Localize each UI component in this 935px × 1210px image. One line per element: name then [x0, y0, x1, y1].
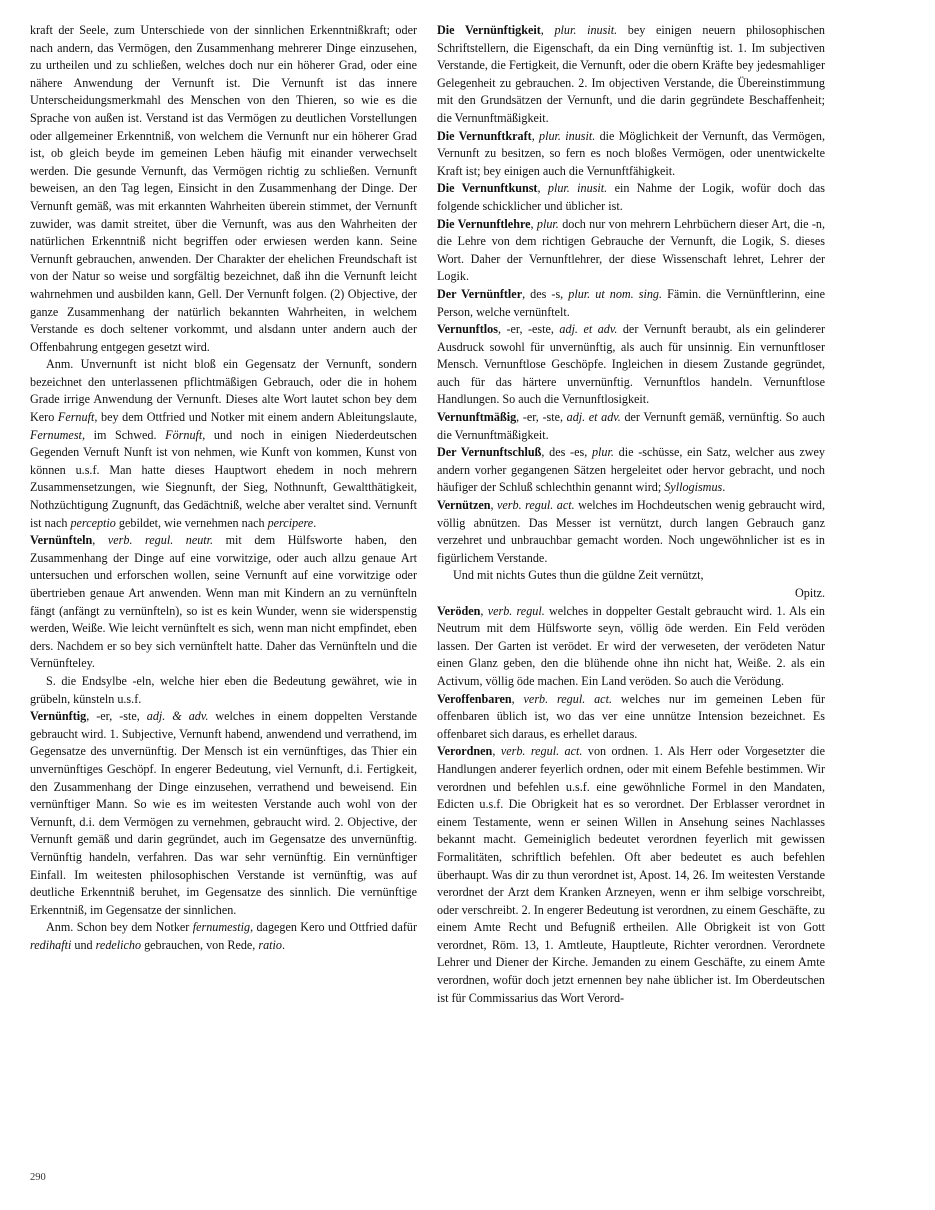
entry-der-vernunftschluss: [437, 444, 825, 497]
text-run: , im Schwed.: [81, 427, 166, 442]
italic-text: plur.: [591, 445, 614, 460]
paragraph: [30, 673, 417, 708]
entry-vernuenfteln: [30, 532, 417, 673]
left-column: [30, 22, 417, 1168]
italic-text: plur. inusit.: [539, 128, 596, 143]
text-run: mit dem Hülfsworte haben, den Zusammenhang der Dinge auf eine vorwitzige, oder auch allzu genaue Art untersuchen und erforschen wollen, seine Vernunft auf eine vorwitzige oder übertrieben genaue Art anwenden. Wenn man mit Kindern an zu vernünfteln fängt (anfängt zu vernünfteln), so ist es kein Wunder, wenn sie widerspenstig werden, Weiße. Wie leicht vernünftelt es sich, wenn man nicht empfindet, eben ders. Nachdem er so bey sich vernünftelt hatte. Daher das Vernünfteln und die Vernünfteley.: [30, 533, 417, 671]
headword: Vernützen: [437, 498, 491, 513]
headword: Vernunftlos: [437, 322, 498, 337]
paragraph: [437, 567, 825, 585]
text-run: , dagegen Kero und Ottfried dafür: [250, 920, 417, 935]
italic-text: verb. regul.: [487, 603, 545, 618]
text-run: ,: [492, 744, 501, 759]
italic-text: Förnuft: [165, 427, 203, 442]
italic-text: Fernumest: [30, 427, 82, 442]
entry-vernunftmaessig: [437, 409, 825, 444]
entry-veroeden: [437, 603, 825, 691]
text-run: ,: [480, 603, 488, 618]
entry-die-vernunftkunst: [437, 180, 825, 215]
text-run: Anm. Unvernunft ist nicht bloß ein Gegensatz der Vernunft, sondern bezeichnet den unterlassenen pflichtmäßigen Gebrauch, oder die in hohem Grade irrige Anwendung der Vernunft. Dieses alte Wort lautet schon bey dem Kero: [30, 357, 417, 425]
entry-die-vernunftkraft: [437, 128, 825, 181]
text-run: , -er, -ste,: [86, 709, 147, 724]
italic-text: plur. inusit.: [554, 23, 618, 37]
text-run: gebrauchen, von Rede,: [141, 937, 259, 952]
text-run: die Möglichkeit der Vernunft, das Vermögen, Vernunft zu besitzen, so fern es noch bloßes Vermögen, oder unentwickelte Kraft ist; bey einigen auch die Vernunftfähigkeit.: [437, 128, 825, 178]
text-run: S. die Endsylbe -eln, welche hier eben die Bedeutung gewähret, wie in grübeln, künsteln u.s.f.: [30, 673, 417, 706]
text-run: .: [282, 937, 286, 952]
paragraph: [30, 919, 417, 954]
text-run: welches in einem doppelten Verstande gebraucht wird. 1. Subjective, Vernunft habend, anwendend und verrathend, im Gegensatze des unvernünftig. Der Mensch ist ein vernünftiges, das Thier ein unvernünftiges Geschöpf. In engerer Bedeutung, viel Vernunft, d.i. Fertigkeit, den Zusammenhang der Dinge einzusehen, verrathend und beweisend. Ein vernünftiger Mann. So wie es im weitesten Verstande auch wohl von der Vernunft, d.i. dem Vermögen zu vernehmen, gebraucht wird. 2. Objective, der Vernunft gemäß und darin gegründet, auch im Gegensatze des unvernünftig. Vernünftig handeln, verfahren. Das war sehr vernünftig. Ein vernünftiger Einfall. Im weitesten philosophischen Verstande ist vernünftig, was auf deutliche Erkenntniß beruhet, im Gegensatze des sinnlich. Die vernünftige Erkenntniß, im Gegensatze der sinnlichen.: [30, 709, 417, 917]
headword: Vernunftmäßig: [437, 410, 517, 425]
text-run: , und noch in einigen Niederdeutschen Gegenden Vernuft Nunft ist von nehmen, wie Kunft von kommen, Kunst von können u.s.f. Man hatte dieses Hauptwort ehedem in noch mehrern Zusammensetzungen, wie Siegnunft, der Sieg, Nothnunft, Gewaltthätigkeit, Nothzüchtigung Zugnunft, das Gedächtniß, welche aber veraltet sind. Vernunft ist nach: [30, 427, 417, 530]
entry-vernunftlos: [437, 321, 825, 409]
headword: Veroffenbaren: [437, 691, 512, 706]
page-number: 290: [30, 1172, 46, 1183]
entry-die-vernunftlehre: [437, 216, 825, 286]
text-run: , -er, -este,: [497, 322, 560, 337]
headword: Die Vernunftlehre: [437, 216, 531, 231]
text-run: und: [71, 937, 96, 952]
text-run: ,: [531, 128, 540, 143]
headword: Die Vernunftkraft: [437, 128, 532, 143]
text-run: der Vernunft gemäß, vernünftig. So auch die Vernunftmäßigkeit.: [437, 410, 825, 442]
text-run: Opitz.: [794, 586, 825, 600]
paragraph: [30, 356, 417, 532]
text-run: Anm. Schon bey dem Notker: [46, 920, 193, 935]
text-run: kraft der Seele, zum Unterschiede von der sinnlichen Erkenntnißkraft; oder nach andern, das Vermögen, den Zusammenhang mehrerer Dinge einzusehen, zu urtheilen und zu schließen, welches doch nur ein höherer Grad, oder eine nähere Anwendung der Vernunft ist. Die Vernunft ist das innere Unterscheidungsmerkmahl des Menschen von den Thieren, so wie es die Sprache von außen ist. Verstand ist das Vermögen zu deutlichen Vorstellungen oder allgemeiner Erkenntniß, von welchem die Vernunft nur ein höherer Grad ist, ob gleich beyde im gemeinen Leben häufig mit einander verwechselt werden. Die gesunde Vernunft, das Vermögen richtig zu schließen. Vernunft beweisen, an den Tag legen, Einsicht in den Zusammenhang der Dinge. Der Vernunft gemäß, was mit erkannten Wahrheiten überein stimmet, der Vernunft zuwider, was damit streitet, über die Vernunft, was aus den Wahrheiten der natürlichen Erkenntniß nicht begriffen oder erwiesen werden kann. Seine Vernunft gebrauchen, anwenden. Der Charakter der ehelichen Freundschaft ist von der Natur so weise und sorgfältig bezeichnet, daß ihn die Vernunft leicht wahrnehmen und ausbilden kann, Gell. Der Vernunft folgen. (2) Objective, der ganze Zusammenhang der natürlich bekannten Wahrheiten, in welchem Verstande es doch seltener vorkommt, und alsdann unter andern auch der Offenbahrung entgegen gesetzt wird.: [30, 23, 417, 354]
text-run: ,: [530, 216, 537, 231]
text-run: ein Nahme der Logik, wofür doch das folgende schicklicher und üblicher ist.: [437, 181, 825, 213]
text-run: doch nur von mehrern Lehrbüchern dieser Art, die -n, die Lehre von dem richtigen Gebrauche der Vernunft, die Logik, S. dieses Wort. Daher der Vernunftlehrer, der diese Wissenschaft lehret, Lehrer der Logik.: [437, 216, 825, 284]
italic-text: Syllogismus: [664, 480, 723, 495]
italic-text: adj. et adv.: [559, 322, 618, 337]
entry-vernuetzen: [437, 497, 825, 567]
text-run: welches im Hochdeutschen wenig gebraucht wird, völlig abnützen. Das Messer ist vernützt, durch langen Gebrauch ganz verzehret und unbrauchbar gemacht worden. Noch ungewöhnlicher ist es in figürlichem Verstande.: [437, 498, 825, 565]
headword: Der Vernünftler: [437, 286, 523, 301]
text-run: von ordnen. 1. Als Herr oder Vorgesetzter die Handlungen anderer feyerlich ordnen, oder mit einem Befehle bestimmen. Wir verordnen und befehlen u.s.f. eine gewöhnliche Formel in den Mandaten, Edicten u.s.f. Die Obrigkeit hat es so verordnet. Der Erblasser verordnet in einem Testamente, wenn er seinen Willen in Ansehung seines Nachlasses bekannt macht. Gemeiniglich bedeutet verordnen feyerlich mit gewissen Formalitäten, schriftlich befehlen. Oft aber bedeutet es auch befehlen überhaupt. Was dir zu thun verordnet ist, Apost. 14, 26. Im weitesten Verstande verordnet der Arzt dem Kranken Arzneyen, wenn er ihm selbige vorschreibt, oder verschreibt. 2. In engerer Bedeutung ist verordnen, zu einem Geschäfte, zu einem Amte Recht und Befugniß ertheilen. Alle Obrigkeit ist von Gott verordnet, Röm. 13, 1. Amtleute, Hauptleute, Richter verordnen. Verordnete Lehrer und Diener der Kirche. Jemanden zu einem Geschäfte, zu einem Amte verordnen, wofür doch jetzt ernennen bey nahe üblicher ist. Im Oberdeutschen ist für Commissarius das Wort Verord-: [437, 744, 825, 1005]
entry-die-vernuenftigkeit: [437, 22, 825, 128]
headword: Die Vernünftigkeit: [437, 23, 541, 37]
italic-text: adj. et adv.: [566, 410, 621, 425]
italic-text: verb. regul. neutr.: [107, 533, 214, 548]
paragraph: [30, 22, 417, 356]
italic-text: fernumestig: [192, 920, 251, 935]
italic-text: ratio: [258, 937, 283, 952]
italic-text: plur. inusit.: [547, 181, 608, 196]
text-run: , bey dem Ottfried und Notker mit einem andern Ableitungslaute,: [94, 410, 417, 425]
italic-text: plur.: [536, 216, 559, 231]
italic-text: verb. regul. act.: [523, 691, 612, 706]
headword: Vernünftig: [30, 709, 87, 724]
text-run: ,: [537, 181, 548, 196]
text-run: , des -s,: [522, 286, 569, 301]
text-run: , des -es,: [541, 445, 592, 460]
text-run: , -er, -ste,: [516, 410, 567, 425]
italic-text: plur. ut nom. sing.: [568, 286, 663, 301]
headword: Vernünfteln: [30, 533, 93, 548]
headword: Verordnen: [437, 744, 493, 759]
text-run: ,: [490, 498, 498, 513]
italic-text: redihafti: [30, 937, 72, 952]
entry-vernuenftig: [30, 708, 417, 919]
italic-text: perceptio: [70, 515, 116, 530]
text-run: ,: [540, 23, 555, 37]
entry-veroffenbaren: [437, 691, 825, 744]
entry-verordnen: [437, 743, 825, 1007]
headword: Veröden: [437, 603, 481, 618]
text-run: welches in doppelter Gestalt gebraucht wird. 1. Als ein Neutrum mit dem Hülfsworte seyn, völlig öde werden. Ein Feld veröden lassen. Der Garten ist verödet. Er wird der verweseten, der verödeten Natur einen Glanz geben, den die blühende ohne ihn nicht hat, Weiße. 2. als ein Activum, völlig öde machen. Ein Land veröden. So auch die Verödung.: [437, 603, 825, 688]
headword: Die Vernunftkunst: [437, 181, 538, 196]
text-run: Fämin. die Vernünftlerinn, eine Person, welche vernünftelt.: [437, 286, 825, 319]
text-run: ,: [511, 691, 524, 706]
quote-attribution: [437, 585, 825, 603]
text-run: .: [722, 480, 726, 495]
entry-der-vernuenftler: [437, 286, 825, 321]
text-run: Und mit nichts Gutes thun die güldne Zeit vernützt,: [453, 568, 704, 583]
italic-text: adj. & adv.: [146, 709, 209, 724]
italic-text: redelicho: [95, 937, 142, 952]
text-run: der Vernunft beraubt, als ein gelinderer Ausdruck sowohl für unvernünftig, als auch für unsinnig. Ein vernunftloser Mensch. Vernunftlose Geschöpfe. Ingleichen in diesem Zustande gegründet, auch für das härtere unvernünftig. Vernunftlos handeln. Vernunftlose Handlungen. So auch die Vernunftlosigkeit.: [437, 322, 825, 407]
text-run: die -schüsse, ein Satz, welcher aus zwey andern vorher gegangenen Sätzen hergeleitet oder hervor gebracht, und noch häufiger der Schluß schlechthin genannt wird;: [437, 445, 825, 495]
text-run: gebildet, wie vernehmen nach: [115, 515, 268, 530]
italic-text: verb. regul. act.: [497, 498, 575, 513]
text-run: bey einigen neuern philosophischen Schriftstellern, die Eigenschaft, da ein Ding vernünftig ist. 1. Im subjectiven Verstande, die Fertigkeit, die Vernunft, oder die obern Kräfte bey jedesmahliger Gelegenheit zu gebrauchen. 2. Im objectiven Verstande, die Übereinstimmung mit den Grundsätzen der Vernunft, und die darin gegründete Beschaffenheit; die Vernunftmäßigkeit.: [437, 23, 825, 125]
text-run: .: [313, 515, 317, 530]
text-run: welches nur im gemeinen Leben für offenbaren üblich ist, wo das ver eine unnütze Intension bezeichnet. Es offenbaret sich daraus, es erhellet daraus.: [437, 691, 825, 741]
italic-text: percipere: [267, 515, 314, 530]
italic-text: Fernuft: [57, 410, 95, 425]
headword: Der Vernunftschluß: [437, 445, 542, 460]
text-run: ,: [92, 533, 108, 548]
right-column: [437, 22, 825, 1168]
italic-text: verb. regul. act.: [500, 744, 583, 759]
